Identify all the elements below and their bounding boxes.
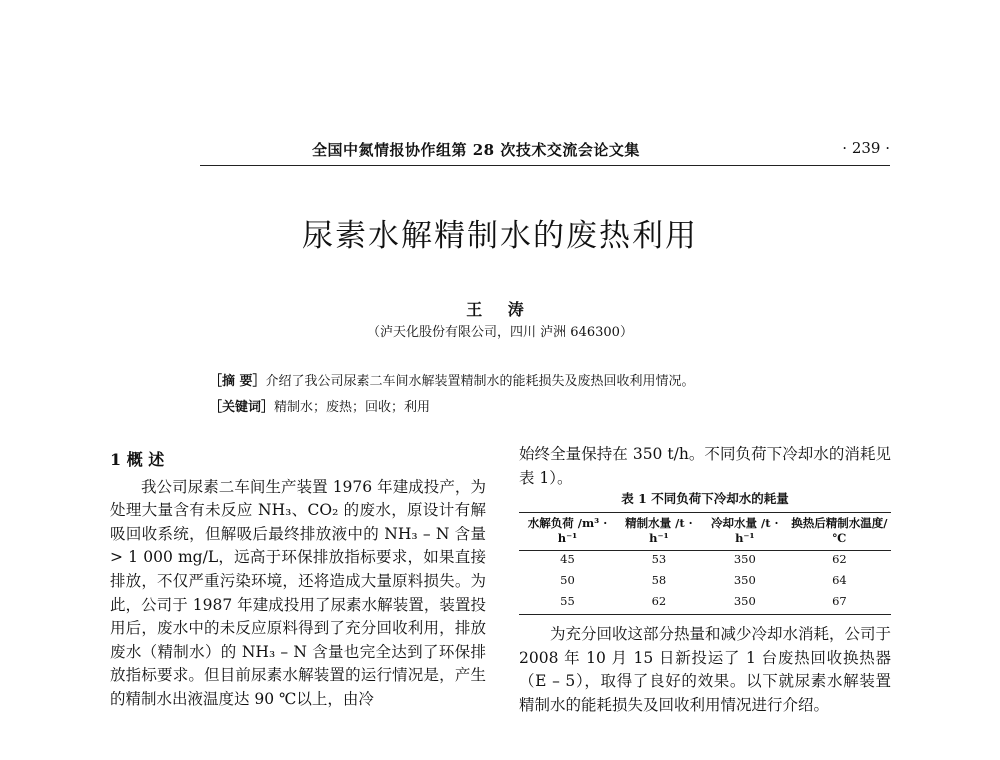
left-column <box>110 448 486 712</box>
table-cell: 350 <box>702 593 788 615</box>
table-cell: 62 <box>616 593 702 615</box>
table-cell: 64 <box>832 573 847 588</box>
table-cell: 62 <box>832 552 847 567</box>
table-row <box>519 551 891 573</box>
body-paragraph-bottom: 为充分回收这部分热量和减少冷却水消耗，公司于 2008 年 10 月 15 日新投运了 1 台废热回收换热器（E – 5），取得了良好的效果。以下就尿素水解装置精制水的能耗损失及回收利用情况进行介绍。 <box>519 625 892 714</box>
data-table <box>519 512 891 615</box>
table-header-row <box>519 513 891 551</box>
table-cell: 58 <box>651 573 667 588</box>
table-cell: 53 <box>651 552 667 567</box>
abstract <box>209 370 695 389</box>
body-paragraph-top: 始终全量保持在 350 t/h。不同负荷下冷却水的消耗见表 1）。 <box>519 445 891 487</box>
page-number: · 239 · <box>842 139 890 157</box>
section-heading: 1 概 述 <box>110 450 165 469</box>
body-paragraph: 我公司尿素二车间生产装置 1976 年建成投产，为处理大量含有未反应 NH₃、CO₂ 的废水，原设计有解吸回收系统，但解吸后最终排放液中的 NH₃ – N 含量 > 1 000 mg/L，远高于环保排放指标要求，如果直接排放，不仅严重污染环境，还将造成大量原料损失。为此，公司于 1987 年建成投用了尿素水解装置，装置投用后，废水中的未反应原料得到了充分回收利用，排放废水（精制水）的 NH₃ – N 含量也完全达到了环保排放指标要求。但目前尿素水解装置的运行情况是，产生的精制水出液温度达 90 ℃以上，由冷 <box>110 477 486 708</box>
journal-title: 全国中氮情报协作组第 28 次技术交流会论文集 <box>312 141 640 159</box>
table-cell: 50 <box>560 573 575 588</box>
table-cell: 45 <box>560 552 575 567</box>
keywords-text: 精制水；废热；回收；利用 <box>274 400 431 415</box>
table-cell: 350 <box>733 573 756 588</box>
keywords-label: ［关键词］ <box>209 400 275 415</box>
keywords <box>209 396 430 415</box>
right-column <box>519 443 891 718</box>
table-row <box>519 572 891 593</box>
abstract-text: 介绍了我公司尿素二车间水解装置精制水的能耗损失及废热回收利用情况。 <box>265 374 695 389</box>
table-header-cell: 水解负荷 /m³ · h⁻¹ <box>519 513 616 551</box>
abstract-label: ［摘 要］ <box>209 374 266 389</box>
author: 王 涛 <box>466 300 534 319</box>
table-header-cell: 精制水量 /t · h⁻¹ <box>616 513 702 551</box>
table-cell: 350 <box>733 552 756 567</box>
running-header <box>200 139 890 166</box>
table-cell: 67 <box>788 593 891 615</box>
table-header-cell: 换热后精制水温度/℃ <box>788 513 891 551</box>
table-row <box>519 593 891 615</box>
affiliation: （泸天化股份有限公司，四川 泸洲 646300） <box>367 325 633 340</box>
paper-title: 尿素水解精制水的废热利用 <box>302 218 698 254</box>
table-cell: 55 <box>519 593 616 615</box>
table-caption: 表 1 不同负荷下冷却水的耗量 <box>621 491 789 507</box>
table-header-cell: 冷却水量 /t · h⁻¹ <box>702 513 788 551</box>
